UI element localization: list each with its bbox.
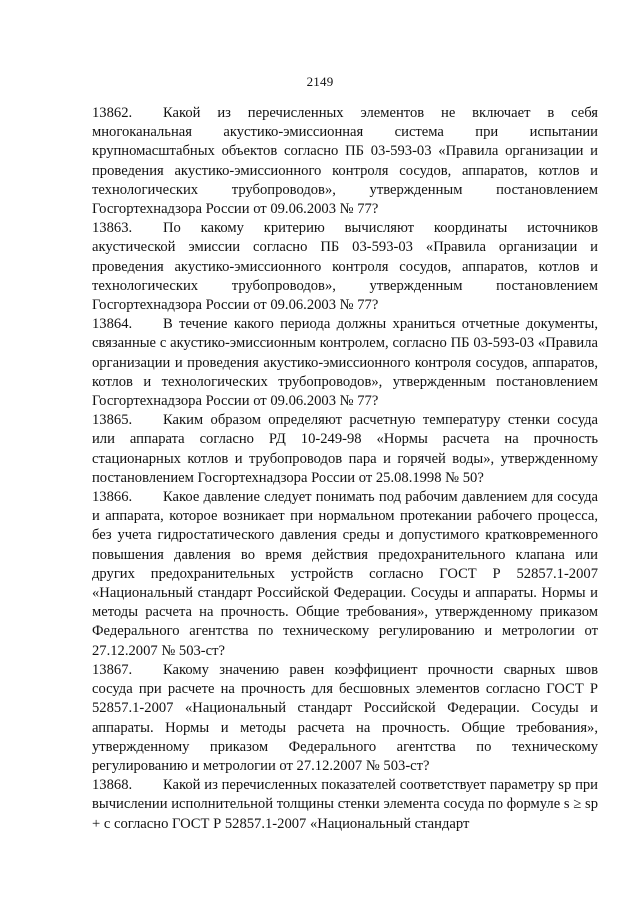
question-item (92, 488, 598, 661)
question-item (92, 661, 598, 776)
question-number: 13868. (92, 777, 133, 794)
question-text: В течение какого периода должны храниться отчетные документы, связанные с акустико-эмиссионным контролем, согласно ПБ 03-593-03 «Правила организации и проведения акустико-эмиссионного контроля сосудов, аппаратов, котлов и технологических трубопроводов», утвержденным постановлением Госгортехнадзора России от 09.06.2003 № 77? (92, 316, 598, 410)
question-text: Каким образом определяют расчетную температуру стенки сосуда или аппарата согласно РД 10-249-98 «Нормы расчета на прочность стационарных котлов и трубопроводов пара и горячей воды», утвержденному постановлением Госгортехнадзора России от 25.08.1998 № 50? (92, 412, 598, 486)
question-number: 13865. (92, 412, 133, 429)
page-number: 2149 (306, 74, 334, 89)
question-number: 13863. (92, 220, 133, 237)
question-text: Какое давление следует понимать под рабочим давлением для сосуда и аппарата, которое возникает при нормальном протекании рабочего процесса, без учета гидростатического давления среды и допустимого кратковременного повышения давления во время действия предохранительного клапана или других предохранительных устройств согласно ГОСТ Р 52857.1-2007 «Национальный стандарт Российской Федерации. Сосуды и аппараты. Нормы и методы расчета на прочность. Общие требования», утвержденному приказом Федерального агентства по техническому регулированию и метрологии от 27.12.2007 № 503-ст? (92, 489, 598, 659)
question-text: Какой из перечисленных показателей соответствует параметру sp при вычислении исполнительной толщины стенки элемента сосуда по формуле s ≥ sp + c согласно ГОСТ Р 52857.1-2007 «Национальный стандарт (92, 777, 598, 832)
question-text: Какому значению равен коэффициент прочности сварных швов сосуда при расчете на прочность для бесшовных элементов согласно ГОСТ Р 52857.1-2007 «Национальный стандарт Российской Федерации. Сосуды и аппараты. Нормы и методы расчета на прочность. Общие требования», утвержденному приказом Федерального агентства по техническому регулированию и метрологии от 27.12.2007 № 503-ст? (92, 661, 598, 774)
question-number: 13866. (92, 489, 133, 506)
question-number: 13862. (92, 105, 133, 121)
question-item (92, 219, 598, 315)
question-number: 13864. (92, 316, 133, 333)
question-text: По какому критерию вычисляют координаты источников акустической эмиссии согласно ПБ 03-593-03 «Правила организации и проведения акустико-эмиссионного контроля сосудов, аппаратов, котлов и технологических трубопроводов», утвержденным постановлением Госгортехнадзора России от 09.06.2003 № 77? (92, 220, 598, 314)
question-item (92, 104, 598, 219)
question-item (92, 411, 598, 488)
question-number: 13867. (92, 661, 133, 678)
question-text: Какой из перечисленных элементов не включает в себя многоканальная акустико-эмиссионная система при испытании крупномасштабных объектов согласно ПБ 03-593-03 «Правила организации и проведения акустико-эмиссионного контроля сосудов, аппаратов, котлов и технологических трубопроводов», утвержденным постановлением Госгортехнадзора России от 09.06.2003 № 77? (92, 105, 598, 218)
question-item (92, 315, 598, 411)
question-item (92, 776, 598, 834)
question-list (92, 104, 598, 834)
